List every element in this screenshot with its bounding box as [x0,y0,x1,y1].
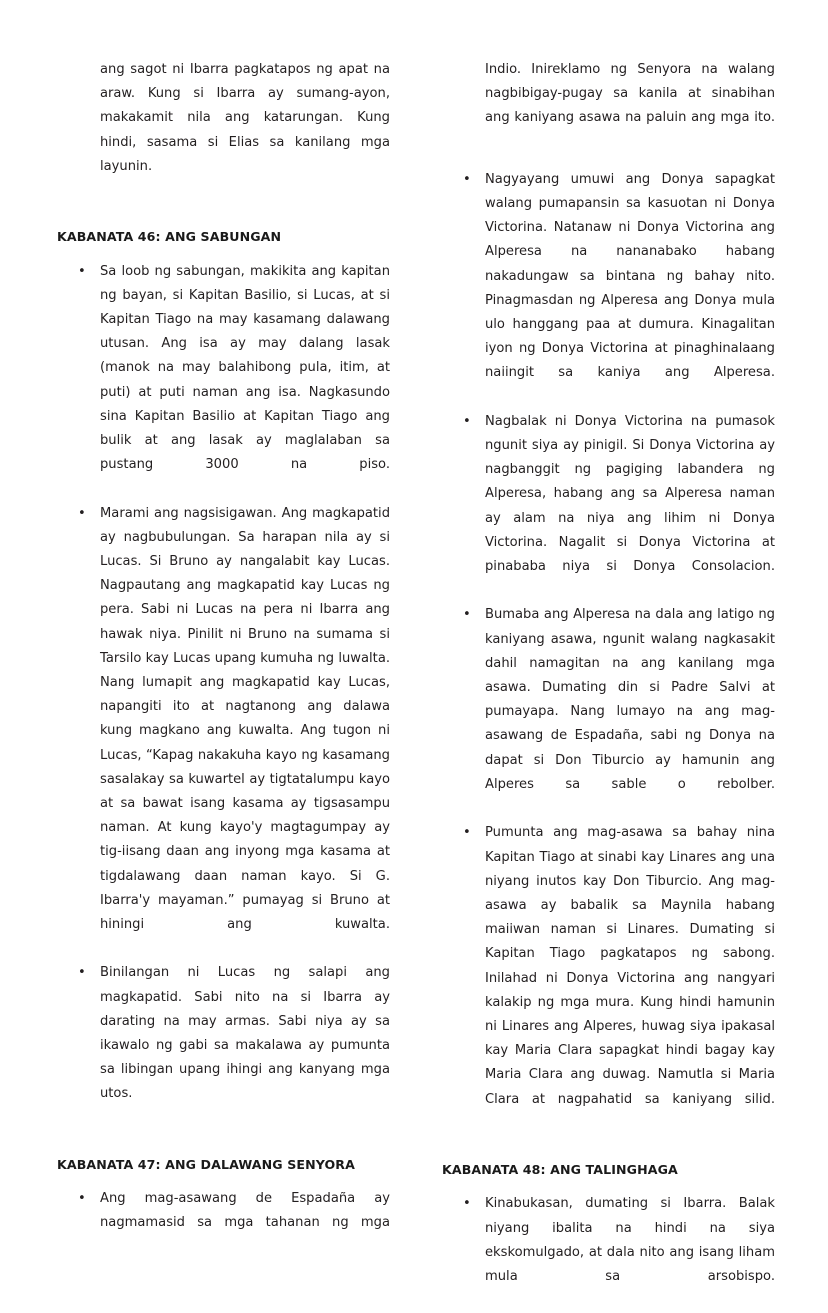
list-item [55,1187,390,1260]
list-item [440,410,775,604]
list-item-text: Nagbalak ni Donya Victorina na pumasok ngunit siya ay pinigil. Si Donya Victorina ay nagbanggit ng pagiging labandera ng Alperesa, habang ang sa Alperesa naman ay alam na niya ang lihim ni Donya Victorina. Nagalit si Donya Victorina at pinababa niya si Donya Consolacion. [485,413,775,575]
list-item-text: Kinabukasan, dumating si Ibarra. Balak niyang ibalita na hindi na siya ekskomulgado, at dala nito ang isang liham mula sa arsobispo. [485,1196,775,1284]
list-item-text: Binilangan ni Lucas ng salapi ang magkapatid. Sabi nito na si Ibarra ay darating na may armas. Sabi niya ay sa ikawalo ng gabi sa makalawa ay pumunta sa libingan upang ihingi ang kanyang mga utos. [100,965,390,1102]
list-item-text: Sa loob ng sabungan, makikita ang kapitan ng bayan, si Kapitan Basilio, si Lucas, at si Kapitan Tiago na may kasamang dalawang utusan. Ang isa ay may dalang lasak (manok na may balahibong pula, itim, at puti) at puti naman ang isa. Nagkasundo sina Kapitan Basilio at Kapitan Tiago ang bulik at ang lasak ay maglalaban sa pustang 3000 na piso. [100,263,390,473]
list-item [440,168,775,410]
list-item [440,1192,775,1313]
chapter-47-continued-bullet-list [440,168,775,1136]
list-item-text: Nagyayang umuwi ang Donya sapagkat walang pumapansin sa kasuotan ni Donya Victorina. Natanaw ni Donya Victorina ang Alperesa na nananabako habang nakadungaw sa bintana ng bahay nito. Pinagmasdan ng Alperesa ang Donya mula ulo hanggang paa at dumura. Kinagalitan iyon ng Donya Victorina at pinaghinalaang naiingit sa kaniya ang Alperesa. [485,171,775,381]
bullet-icon: • [463,825,471,841]
chapter-heading-47: KABANATA 47: ANG DALAWANG SENYORA [57,1156,355,1172]
bullet-icon: • [78,263,86,279]
bullet-icon: • [78,965,86,981]
list-item-text: Ang mag-asawang de Espadaña ay nagmamasid sa mga tahanan ng mga [100,1191,390,1231]
list-item [440,603,775,821]
right-column [440,58,775,1313]
list-item-text: Marami ang nagsisigawan. Ang magkapatid ay nagbubulungan. Sa harapan nila ay si Lucas. Si Bruno ay nangalabit kay Lucas. Nagpautang ang magkapatid kay Lucas ng pera. Sabi ni Lucas na pera ni Ibarra ang hawak niya. Pinilit ni Bruno na sumama si Tarsilo kay Lucas upang kumuha ng luwalta. Nang lumapit ang magkapatid kay Lucas, napangiti ito at nagtanong ang dalawa kung magkano ang kuwalta. Ang tugon ni Lucas, “Kapag nakakuha kayo ng kasamang sasalakay sa kuwartel ay tigtatalumpu kayo at sa bawat isang kasama ay tigsasampu naman. At kung kayo'y magtagumpay ay tig-iisang daan ang inyong mga kasama at tigdalawang daan naman kayo. Si G. Ibarra'y mayaman.” pumayag si Bruno at hiningi ang kuwalta. [100,505,390,933]
bullet-icon: • [463,607,471,623]
list-item [440,821,775,1136]
right-intro-paragraph: Indio. Inireklamo ng Senyora na walang nagbibigay-pugay sa kanila at sinabihan ang kaniyang asawa na paluin ang mga ito. [485,62,775,126]
list-item [55,961,390,1130]
chapter-46-bullet-list [55,260,390,1131]
bullet-icon: • [463,1196,471,1212]
bullet-icon: • [78,505,86,521]
two-column-layout [55,58,775,1284]
left-column [55,58,390,1260]
chapter-heading-48: KABANATA 48: ANG TALINGHAGA [442,1161,678,1177]
list-item-text: Pumunta ang mag-asawa sa bahay nina Kapitan Tiago at sinabi kay Linares ang una niyang inutos kay Don Tiburcio. Ang mag-asawa ay babalik sa Maynila habang maiiwan naman si Linares. Dumating si Kapitan Tiago pagkatapos ng sabong. Inilahad ni Donya Victorina ang nangyari kalakip ng mga mura. Kung hindi hamunin ni Linares ang Alperes, huwag siya ipakasal kay Maria Clara sapagkat hindi bagay kay Maria Clara ang duwag. Namutla si Maria Clara at nagpahatid sa kaniyang silid. [485,825,775,1107]
chapter-heading-46: KABANATA 46: ANG SABUNGAN [57,229,282,245]
chapter-48-bullet-list [440,1192,775,1313]
chapter-47-bullet-list [55,1187,390,1260]
list-item [55,260,390,502]
bullet-icon: • [463,413,471,429]
list-item-text: Bumaba ang Alperesa na dala ang latigo ng kaniyang asawa, ngunit walang nagkasakit dahil namagitan na ang kanilang mga asawa. Dumating din si Padre Salvi at pumayapa. Nang lumayo na ang mag-asawang de Espadaña, sabi ng Donya na dapat si Don Tiburcio ay hamunin ang Alperes sa sable o rebolber. [485,607,775,792]
list-item [55,502,390,962]
left-intro-paragraph: ang sagot ni Ibarra pagkatapos ng apat na araw. Kung si Ibarra ay sumang-ayon, makakamit nila ang katarungan. Kung hindi, sasama si Elias sa kanilang mga layunin. [100,62,390,174]
bullet-icon: • [463,171,471,187]
bullet-icon: • [78,1191,86,1207]
